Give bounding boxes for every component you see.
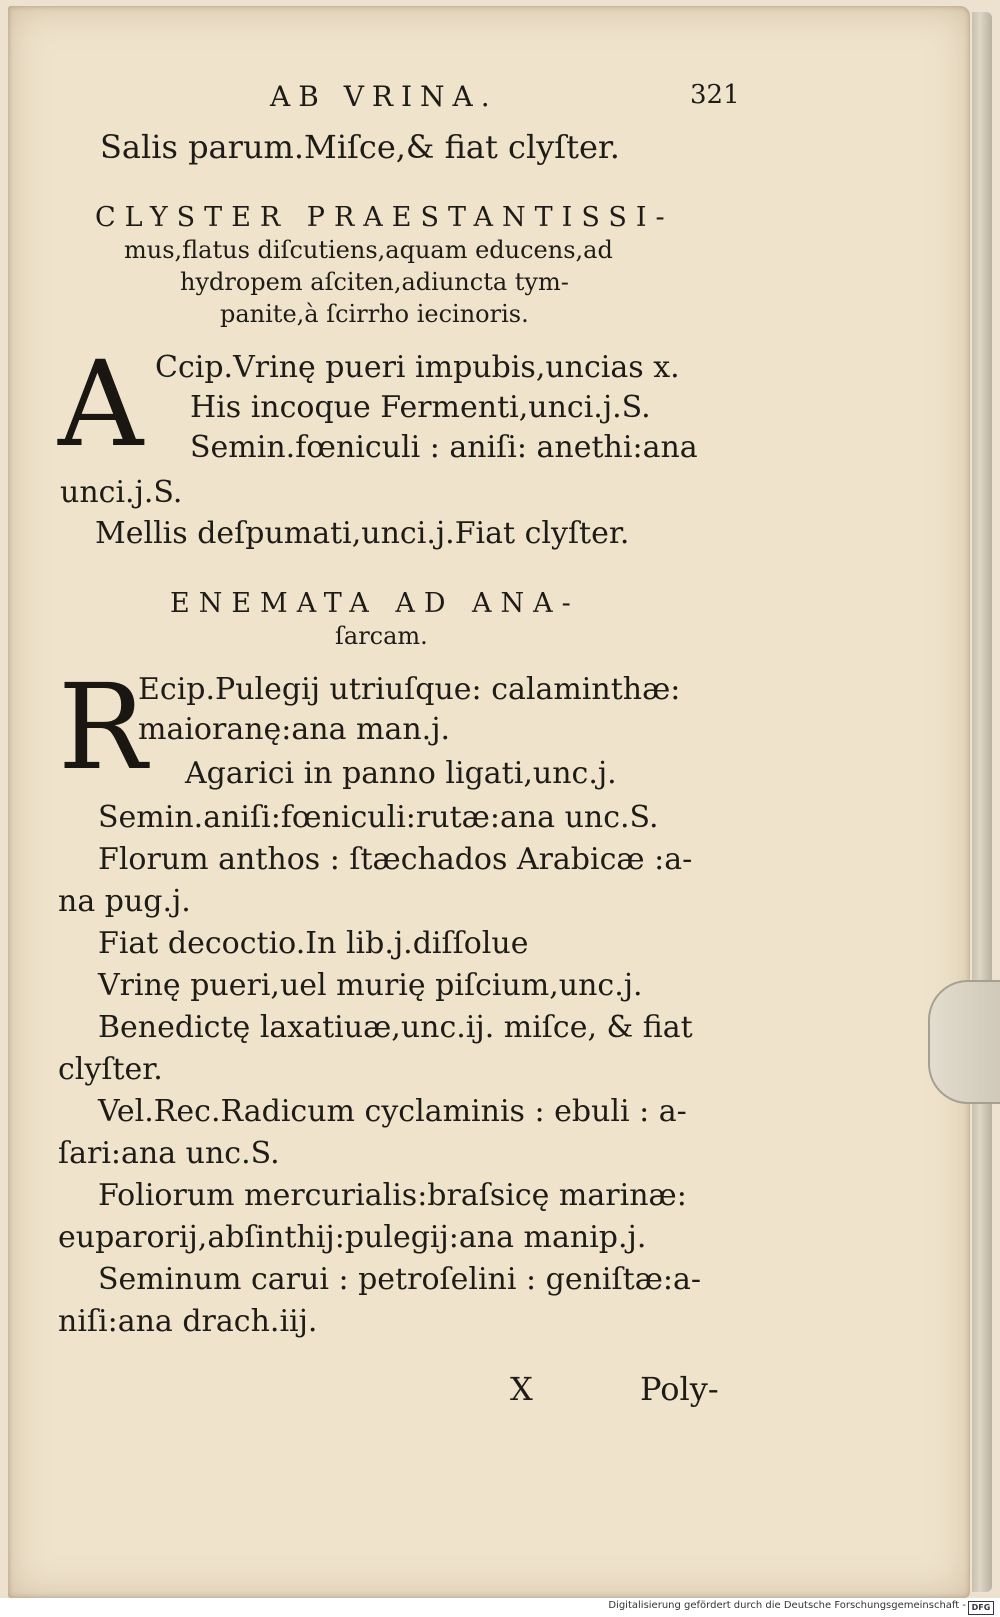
section-heading: CLYSTER PRAESTANTISSI-: [95, 202, 674, 233]
text-line: Vel.Rec.Radicum cyclaminis : ebuli : a-: [98, 1094, 687, 1129]
text-line: Agarici in panno ligati,unc.j.: [185, 756, 617, 791]
text-line: Fiat decoctio.In lib.j.diſſolue: [98, 926, 529, 961]
text-line: Ecip.Pulegij utriuſque: calaminthæ:: [138, 672, 681, 707]
page-number: 321: [690, 80, 740, 110]
catchword: Poly-: [640, 1370, 719, 1408]
text-line: Semin.aniſi:fœniculi:rutæ:ana unc.S.: [98, 800, 659, 835]
text-line: unci.j.S.: [60, 475, 183, 510]
text-line: na pug.j.: [58, 884, 191, 919]
dfg-logo: DFG: [968, 1601, 994, 1615]
heading-line: mus,flatus diſcutiens,aquam educens,ad: [124, 236, 613, 264]
drop-capital: R: [58, 658, 147, 796]
text-line: Salis parum.Miſce,& fiat clyſter.: [100, 128, 620, 166]
page-clip: [928, 980, 1000, 1104]
text-line: clyſter.: [58, 1052, 163, 1087]
text-line: Mellis deſpumati,unci.j.Fiat clyſter.: [95, 516, 630, 551]
text-line: Seminum carui : petroſelini : geniſtæ:a-: [98, 1262, 702, 1297]
text-line: Semin.fœniculi : aniſi: anethi:ana: [190, 430, 698, 465]
running-header: AB VRINA.: [270, 80, 498, 113]
heading-line: ſarcam.: [335, 622, 428, 650]
heading-line: panite,à ſcirrho iecinoris.: [220, 300, 529, 328]
text-line: Florum anthos : ſtæchados Arabicæ :a-: [98, 842, 693, 877]
signature-mark: X: [510, 1370, 533, 1408]
text-line: His incoque Fermenti,unci.j.S.: [190, 390, 651, 425]
text-line: Foliorum mercurialis:braſsicę marinæ:: [98, 1178, 687, 1213]
footer-bar: [0, 1598, 1000, 1617]
page-edge: [972, 12, 992, 1592]
drop-capital: A: [58, 335, 144, 473]
text-line: Vrinę pueri,uel murię piſcium,unc.j.: [98, 968, 643, 1003]
section-heading: ENEMATA AD ANA-: [170, 588, 580, 619]
text-line: Ccip.Vrinę pueri impubis,uncias x.: [155, 350, 680, 385]
text-line: ſari:ana unc.S.: [58, 1136, 280, 1171]
text-line: euparorij,abſinthij:pulegij:ana manip.j.: [58, 1220, 647, 1255]
text-line: niſi:ana drach.iij.: [58, 1304, 318, 1339]
text-line: Benedictę laxatiuæ,unc.ij. miſce, & fiat: [98, 1010, 693, 1045]
text-line: maioranę:ana man.j.: [138, 712, 451, 747]
footer-credit: Digitalisierung gefördert durch die Deutsche Forschungsgemeinschaft -: [608, 1600, 966, 1611]
heading-line: hydropem aſciten,adiuncta tym-: [180, 268, 569, 296]
